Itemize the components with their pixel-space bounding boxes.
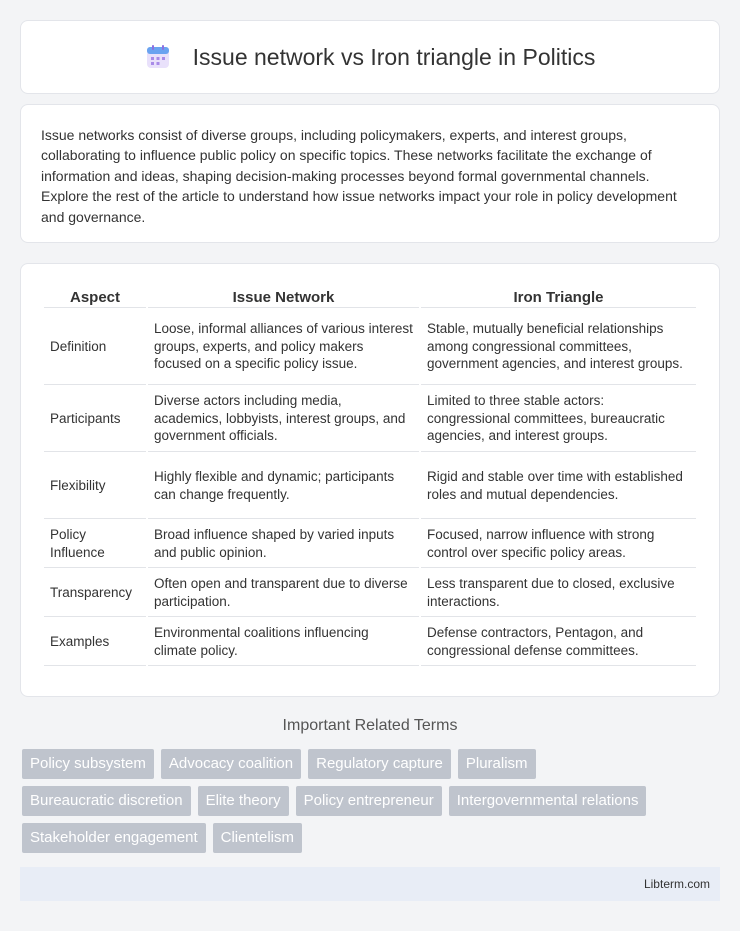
- row-aspect: Policy Influence: [44, 520, 146, 568]
- row-iron-triangle: Less transparent due to closed, exclusive interactions.: [421, 569, 696, 617]
- table-row: [44, 618, 696, 666]
- row-iron-triangle: Limited to three stable actors: congressional committees, bureaucratic agencies, and interest groups.: [421, 386, 696, 452]
- footer-site-link[interactable]: Libterm.com: [643, 877, 710, 891]
- intro-card: [20, 104, 720, 243]
- row-iron-triangle: Rigid and stable over time with established roles and mutual dependencies.: [421, 453, 696, 519]
- row-issue-network: Loose, informal alliances of various interest groups, experts, and policy makers focused on a specific policy issue.: [148, 309, 419, 385]
- tag-intergovernmental-relations[interactable]: Intergovernmental relations: [449, 786, 647, 816]
- header-issue-network: Issue Network: [148, 285, 419, 308]
- related-terms-title: Important Related Terms: [282, 717, 458, 734]
- footer: [20, 867, 720, 901]
- table-row: [44, 520, 696, 568]
- tag-pluralism[interactable]: Pluralism: [458, 749, 536, 779]
- row-aspect: Examples: [44, 618, 146, 666]
- row-iron-triangle: Stable, mutually beneficial relationships among congressional committees, government agencies, and interest groups.: [421, 309, 696, 385]
- calendar-icon: [145, 44, 171, 70]
- tag-policy-subsystem[interactable]: Policy subsystem: [22, 749, 154, 779]
- tag-row: [22, 786, 722, 816]
- intro-text: Issue networks consist of diverse groups, including policymakers, experts, and interest groups, collaborating to influence public policy on specific topics. These networks facilitate the exchange of information and ideas, shaping decision-making processes beyond formal governmental channels. Explore the rest of the article to understand how issue networks impact your role in policy development and governance.: [41, 127, 677, 225]
- related-terms: [22, 749, 722, 860]
- table-row: [44, 309, 696, 385]
- tag-stakeholder-engagement[interactable]: Stakeholder engagement: [22, 823, 206, 853]
- tag-clientelism[interactable]: Clientelism: [213, 823, 302, 853]
- tag-policy-entrepreneur[interactable]: Policy entrepreneur: [296, 786, 442, 816]
- table-row: [44, 386, 696, 452]
- row-issue-network: Environmental coalitions influencing climate policy.: [148, 618, 419, 666]
- header-iron-triangle: Iron Triangle: [421, 285, 696, 308]
- comparison-card: [20, 263, 720, 697]
- tag-bureaucratic-discretion[interactable]: Bureaucratic discretion: [22, 786, 191, 816]
- comparison-table: [42, 284, 698, 667]
- row-iron-triangle: Focused, narrow influence with strong control over specific policy areas.: [421, 520, 696, 568]
- row-issue-network: Often open and transparent due to diverse participation.: [148, 569, 419, 617]
- header-card: [20, 20, 720, 94]
- row-aspect: Definition: [44, 309, 146, 385]
- row-iron-triangle: Defense contractors, Pentagon, and congressional defense committees.: [421, 618, 696, 666]
- row-aspect: Transparency: [44, 569, 146, 617]
- row-aspect: Participants: [44, 386, 146, 452]
- row-aspect: Flexibility: [44, 453, 146, 519]
- row-issue-network: Broad influence shaped by varied inputs and public opinion.: [148, 520, 419, 568]
- tag-row: [22, 823, 722, 853]
- table-row: [44, 569, 696, 617]
- tag-elite-theory[interactable]: Elite theory: [198, 786, 289, 816]
- table-row: [44, 453, 696, 519]
- tag-row: [22, 749, 722, 779]
- page-title: Issue network vs Iron triangle in Politics: [192, 43, 596, 70]
- tag-advocacy-coalition[interactable]: Advocacy coalition: [161, 749, 301, 779]
- header-aspect: Aspect: [44, 285, 146, 308]
- table-header-row: [44, 285, 696, 308]
- tag-regulatory-capture[interactable]: Regulatory capture: [308, 749, 451, 779]
- row-issue-network: Diverse actors including media, academics, lobbyists, interest groups, and government officials.: [148, 386, 419, 452]
- row-issue-network: Highly flexible and dynamic; participants can change frequently.: [148, 453, 419, 519]
